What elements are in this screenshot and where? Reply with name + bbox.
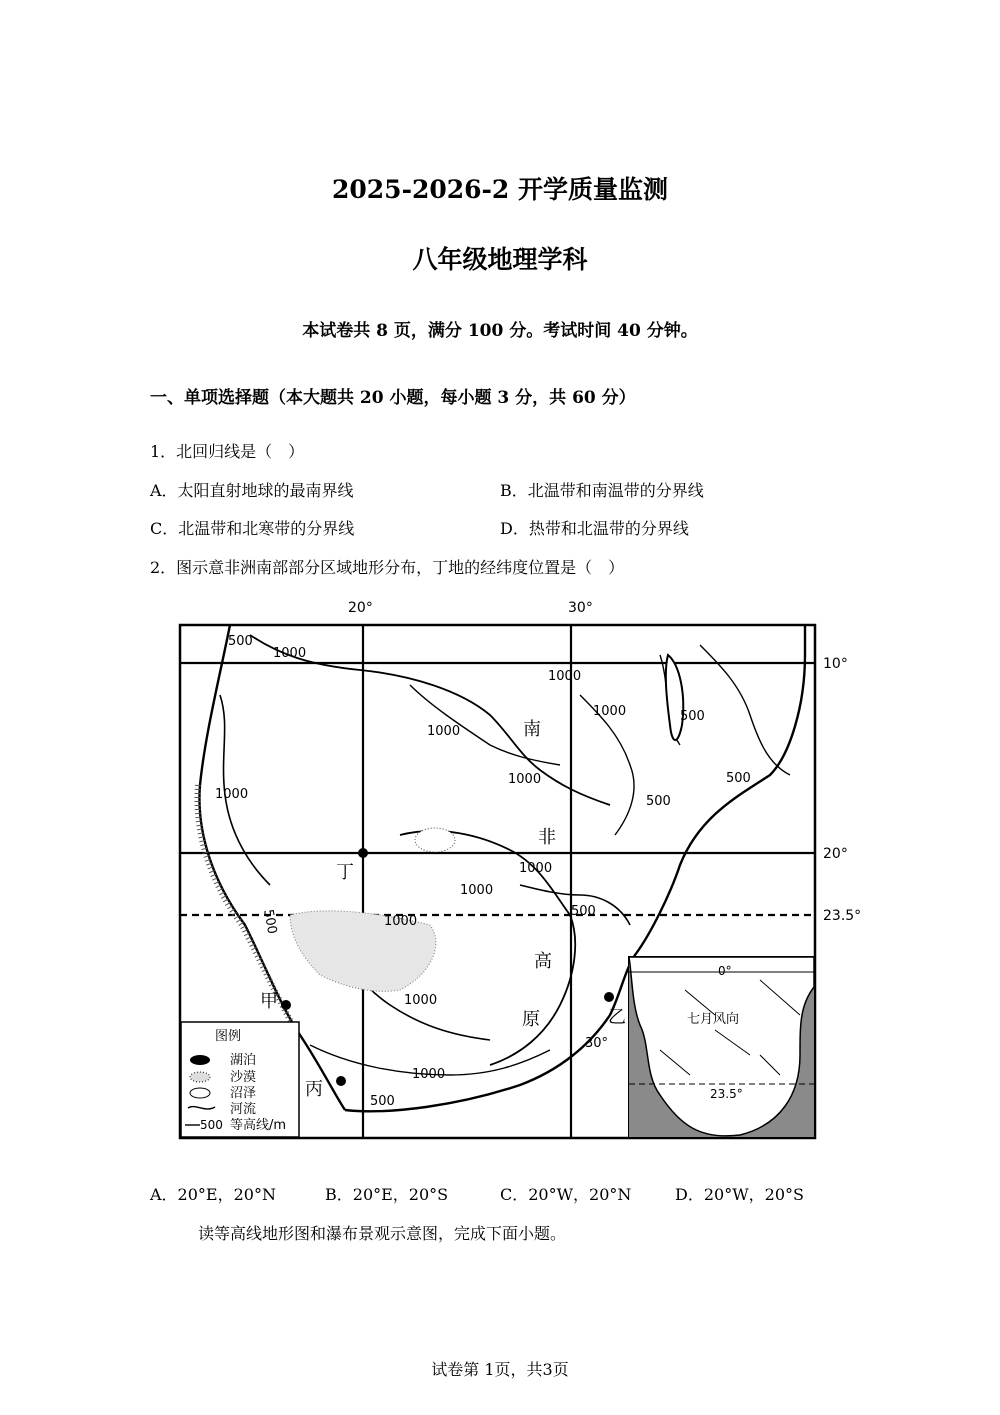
contour-label: 1000 — [508, 772, 542, 787]
section-heading: 一、单项选择题（本大题共 20 小题，每小题 3 分，共 60 分） — [150, 388, 636, 408]
contour-label: 1000 — [412, 1067, 446, 1082]
inset-caption: 七月风向 — [687, 1012, 740, 1027]
point-label-bing: 丙 — [305, 1079, 323, 1100]
exam-subject: 八年级地理学科 — [412, 245, 588, 274]
point-yi — [604, 992, 614, 1002]
legend-item: 沼泽 — [230, 1086, 257, 1101]
question-1-option-d: D．热带和北温带的分界线 — [500, 519, 689, 538]
legend — [181, 1022, 299, 1137]
legend-swamp-icon — [190, 1088, 210, 1098]
southern-africa-map — [160, 595, 862, 1155]
point-ding — [358, 848, 368, 858]
contour-label: 500 — [680, 709, 705, 724]
contour-label: 1000 — [273, 646, 307, 661]
contour-label: 1000 — [460, 883, 494, 898]
exam-note: 本试卷共 8 页，满分 100 分。考试时间 40 分钟。 — [302, 321, 698, 341]
legend-desert-icon — [190, 1072, 210, 1082]
point-label-jia: 甲 — [260, 991, 278, 1012]
lat-label-30-inner: 30° — [585, 1036, 609, 1051]
question-2-option-d: D．20°W，20°S — [675, 1185, 804, 1204]
legend-contour-sample: 500 — [200, 1118, 223, 1132]
contour-label: 1000 — [215, 787, 249, 802]
lon-label-20: 20° — [348, 600, 373, 616]
contour-label: 1000 — [519, 861, 553, 876]
question-1-option-c: C．北温带和北寒带的分界线 — [150, 519, 355, 538]
inset-lat-top: 0° — [718, 964, 732, 978]
question-2-option-a: A．20°E，20°N — [150, 1185, 276, 1204]
contour-label: 500 — [370, 1094, 395, 1109]
region-label: 南 — [523, 719, 541, 740]
lat-label-20: 20° — [823, 846, 848, 862]
contour-label: 500 — [228, 634, 253, 649]
contour-label: 500 — [646, 794, 671, 809]
region-label: 高 — [534, 951, 552, 972]
inset-lat-bottom: 23.5° — [710, 1087, 743, 1101]
question-2-stem: 2．图示意非洲南部部分区域地形分布，丁地的经纬度位置是（ ） — [150, 558, 625, 577]
next-section-intro: 读等高线地形图和瀑布景观示意图，完成下面小题。 — [198, 1224, 567, 1243]
contour-label: 500 — [726, 771, 751, 786]
lon-label-30: 30° — [568, 600, 593, 616]
legend-item: 河流 — [230, 1102, 257, 1117]
contour-label: 1000 — [404, 993, 438, 1008]
lat-label-10: 10° — [823, 656, 848, 672]
contour-label: 500 — [571, 904, 596, 919]
question-1-option-b: B．北温带和南温带的分界线 — [500, 481, 704, 500]
exam-title: 2025-2026-2 开学质量监测 — [331, 175, 668, 204]
legend-title: 图例 — [215, 1029, 242, 1044]
legend-item: 等高线/m — [230, 1118, 287, 1133]
contour-label: 1000 — [593, 704, 627, 719]
point-bing — [336, 1076, 346, 1086]
point-jia — [281, 1000, 291, 1010]
contour-label: 500 — [260, 908, 280, 936]
question-1-option-a: A．太阳直射地球的最南界线 — [150, 481, 354, 500]
question-2-option-c: C．20°W，20°N — [500, 1185, 632, 1204]
question-1-stem: 1．北回归线是（ ） — [150, 442, 305, 461]
inset-map — [629, 957, 814, 1137]
swamp-okavango — [415, 828, 455, 852]
question-2-option-b: B．20°E，20°S — [325, 1185, 449, 1204]
legend-lake-icon — [190, 1055, 210, 1065]
region-label: 原 — [522, 1009, 540, 1030]
legend-item: 湖泊 — [230, 1053, 257, 1068]
contour-label: 1000 — [427, 724, 461, 739]
region-label: 非 — [538, 827, 556, 848]
contour-label: 1000 — [384, 914, 418, 929]
lat-label-23-5: 23.5° — [823, 908, 862, 924]
point-label-ding: 丁 — [336, 862, 354, 883]
map-svg — [160, 595, 862, 1155]
legend-item: 沙漠 — [230, 1070, 257, 1085]
page-footer: 试卷第 1页，共3页 — [431, 1360, 569, 1379]
contour-label: 1000 — [548, 669, 582, 684]
point-label-yi: 乙 — [608, 1007, 626, 1028]
